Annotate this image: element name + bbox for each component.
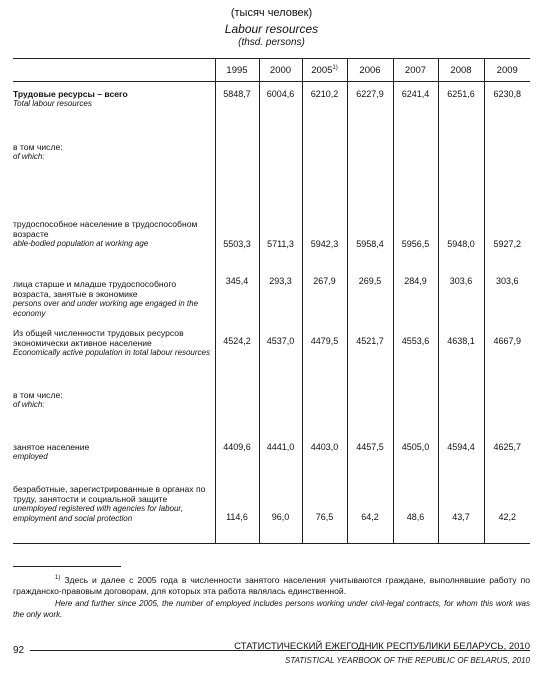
value-cell <box>438 378 484 422</box>
value-text: 4479,5 <box>310 335 339 346</box>
value-cell <box>302 182 347 252</box>
row-label-en: of which: <box>13 399 45 409</box>
value-text: 5958,4 <box>356 238 384 249</box>
header-row <box>13 59 530 82</box>
value-cell <box>393 142 438 182</box>
year-header: 2009 <box>484 59 530 82</box>
value-cell <box>438 464 484 544</box>
value-text: 4441,0 <box>266 441 295 452</box>
value-text: 6004,6 <box>266 89 295 99</box>
year-header: 2000 <box>259 59 302 82</box>
value-cell <box>215 182 259 252</box>
value-cell <box>393 182 438 252</box>
table-title-en: Labour resources <box>224 22 319 36</box>
row-label-en: Economically active population in total labour resources <box>13 347 210 357</box>
value-text: 6227,9 <box>356 89 384 99</box>
value-cell <box>347 142 393 182</box>
row-label-ru: Трудовые ресурсы – всего <box>13 89 128 99</box>
value-cell <box>347 378 393 422</box>
value-cell <box>215 322 259 378</box>
value-cell <box>302 378 347 422</box>
footnote-mark: 1) <box>55 575 61 582</box>
value-cell <box>215 464 259 544</box>
row-label-ru: безработные, зарегистрированные в органах по труду, занятости и социальной защите <box>13 483 206 504</box>
footer-yearbook-en: STATISTICAL YEARBOOK OF THE REPUBLIC OF BELARUS, 2010 <box>285 656 530 665</box>
row-label-en: persons over and under working age engaged in the economy <box>13 298 199 318</box>
labour-resources-table <box>13 58 530 544</box>
row-label-ru: Из общей численности трудовых ресурсов экономически активное население <box>13 327 184 348</box>
footnote-ru <box>13 575 530 597</box>
value-text: 4524,2 <box>223 335 251 346</box>
value-cell <box>215 378 259 422</box>
footnote-text-ru: Здесь и далее с 2005 года в численности занятого населения учитываются граждане, выполнявшие работу по гражданско-правовым договорам, для которых эта работа являлась единственной. <box>13 575 531 596</box>
table-row <box>13 322 530 378</box>
value-cell <box>484 422 530 464</box>
value-text: 64,2 <box>361 511 379 522</box>
row-label-ru: трудоспособное население в трудоспособном возрасте <box>13 218 198 239</box>
table-row <box>13 252 530 322</box>
value-cell <box>347 252 393 322</box>
year-header: 2008 <box>438 59 484 82</box>
value-cell <box>484 182 530 252</box>
value-cell <box>347 82 393 142</box>
value-text: 284,9 <box>404 275 427 286</box>
value-cell <box>215 82 259 142</box>
value-cell <box>484 464 530 544</box>
row-label <box>13 378 215 422</box>
value-cell <box>438 182 484 252</box>
value-cell <box>347 464 393 544</box>
value-cell <box>393 464 438 544</box>
value-cell <box>347 422 393 464</box>
value-text: 4537,0 <box>266 335 295 346</box>
value-cell <box>484 322 530 378</box>
value-cell <box>215 252 259 322</box>
value-text: 6210,2 <box>310 89 339 99</box>
value-cell <box>215 422 259 464</box>
value-text: 293,3 <box>269 275 292 286</box>
value-text: 76,5 <box>315 511 334 522</box>
value-text: 6241,4 <box>401 89 430 99</box>
value-cell <box>347 182 393 252</box>
value-text: 114,6 <box>226 511 248 522</box>
value-cell <box>302 252 347 322</box>
unit-label-en: (thsd. persons) <box>238 37 305 48</box>
value-cell <box>302 142 347 182</box>
value-text: 4667,9 <box>493 335 522 346</box>
value-cell <box>259 378 302 422</box>
header-label-cell <box>13 59 215 82</box>
year-header: 2006 <box>347 59 393 82</box>
value-text: 303,6 <box>495 275 519 286</box>
value-text: 4505,0 <box>401 441 430 452</box>
value-cell <box>302 422 347 464</box>
unit-label-ru: (тысяч человек) <box>230 7 313 19</box>
row-label <box>13 464 215 544</box>
value-cell <box>302 82 347 142</box>
value-cell <box>393 378 438 422</box>
value-text: 303,6 <box>449 275 473 286</box>
table-row <box>13 422 530 464</box>
value-text: 269,5 <box>358 275 382 286</box>
year-header: 2007 <box>393 59 438 82</box>
value-cell <box>259 82 302 142</box>
row-label-en: Total labour resources <box>13 99 92 108</box>
value-text: 5848,7 <box>223 89 251 99</box>
year-header: 1995 <box>215 59 259 82</box>
value-cell <box>302 464 347 544</box>
value-cell <box>393 322 438 378</box>
value-text: 5711,3 <box>267 238 294 249</box>
row-label-ru: в том числе: <box>13 389 63 400</box>
value-cell <box>438 252 484 322</box>
row-label <box>13 422 215 464</box>
row-label-en: able-bodied population at working age <box>13 238 149 248</box>
value-text: 4625,7 <box>493 441 522 452</box>
value-text: 5503,3 <box>223 238 251 249</box>
value-text: 4638,1 <box>447 335 475 346</box>
value-cell <box>259 464 302 544</box>
row-label <box>13 82 215 142</box>
value-text: 5948,0 <box>447 238 475 249</box>
value-cell <box>438 142 484 182</box>
footnote-divider <box>13 566 121 567</box>
year-header-text: 2005 <box>311 64 333 76</box>
value-cell <box>259 182 302 252</box>
table-row <box>13 464 530 544</box>
value-cell <box>438 322 484 378</box>
footer-yearbook-ru: СТАТИСТИЧЕСКИЙ ЕЖЕГОДНИК РЕСПУБЛИКИ БЕЛАРУСЬ, 2010 <box>234 641 530 652</box>
row-label-en: unemployed registered with agencies for labour, employment and social protection <box>13 503 183 523</box>
value-text: 345,4 <box>225 275 249 286</box>
row-label-ru: занятое население <box>13 441 90 452</box>
row-label <box>13 142 215 182</box>
row-label-en: employed <box>13 451 48 461</box>
value-cell <box>393 252 438 322</box>
value-text: 6251,6 <box>447 89 475 99</box>
footnote-mark: 1) <box>332 64 338 71</box>
value-text: 6230,8 <box>493 89 522 99</box>
value-cell <box>302 322 347 378</box>
year-header <box>302 59 347 82</box>
value-cell <box>484 252 530 322</box>
table-row <box>13 142 530 182</box>
value-text: 5942,3 <box>310 238 339 249</box>
value-cell <box>259 322 302 378</box>
value-text: 4457,5 <box>356 441 384 452</box>
value-text: 4594,4 <box>447 441 475 452</box>
value-cell <box>438 422 484 464</box>
value-text: 4521,7 <box>356 335 384 346</box>
value-cell <box>215 142 259 182</box>
value-cell <box>393 82 438 142</box>
table-row <box>13 182 530 252</box>
value-text: 43,7 <box>452 511 470 522</box>
row-label-ru: в том числе: <box>13 141 63 152</box>
value-text: 4409,6 <box>223 441 251 452</box>
value-cell <box>259 252 302 322</box>
value-text: 48,6 <box>406 511 425 522</box>
value-text: 5956,5 <box>401 238 430 249</box>
value-cell <box>347 322 393 378</box>
value-text: 5927,2 <box>493 238 522 249</box>
row-label-ru: лица старше и младше трудоспособного возраста, занятые в экономике <box>13 278 177 299</box>
value-text: 96,0 <box>271 511 290 522</box>
value-text: 267,9 <box>313 275 336 286</box>
value-cell <box>484 142 530 182</box>
row-label <box>13 252 215 322</box>
footnote-en: Here and further since 2005, the number of employed includes persons working under civil-legal contracts, for whom this work was the only work. <box>13 599 530 619</box>
value-cell <box>259 422 302 464</box>
table-row <box>13 378 530 422</box>
row-label <box>13 322 215 378</box>
value-cell <box>393 422 438 464</box>
value-text: 4403,0 <box>310 441 339 452</box>
value-cell <box>484 82 530 142</box>
value-cell <box>484 378 530 422</box>
page-number: 92 <box>13 645 25 656</box>
row-label <box>13 182 215 252</box>
value-text: 42,2 <box>498 511 517 522</box>
value-cell <box>438 82 484 142</box>
value-text: 4553,6 <box>401 335 430 346</box>
row-label-en: of which: <box>13 151 45 161</box>
value-cell <box>259 142 302 182</box>
table-row <box>13 82 530 142</box>
